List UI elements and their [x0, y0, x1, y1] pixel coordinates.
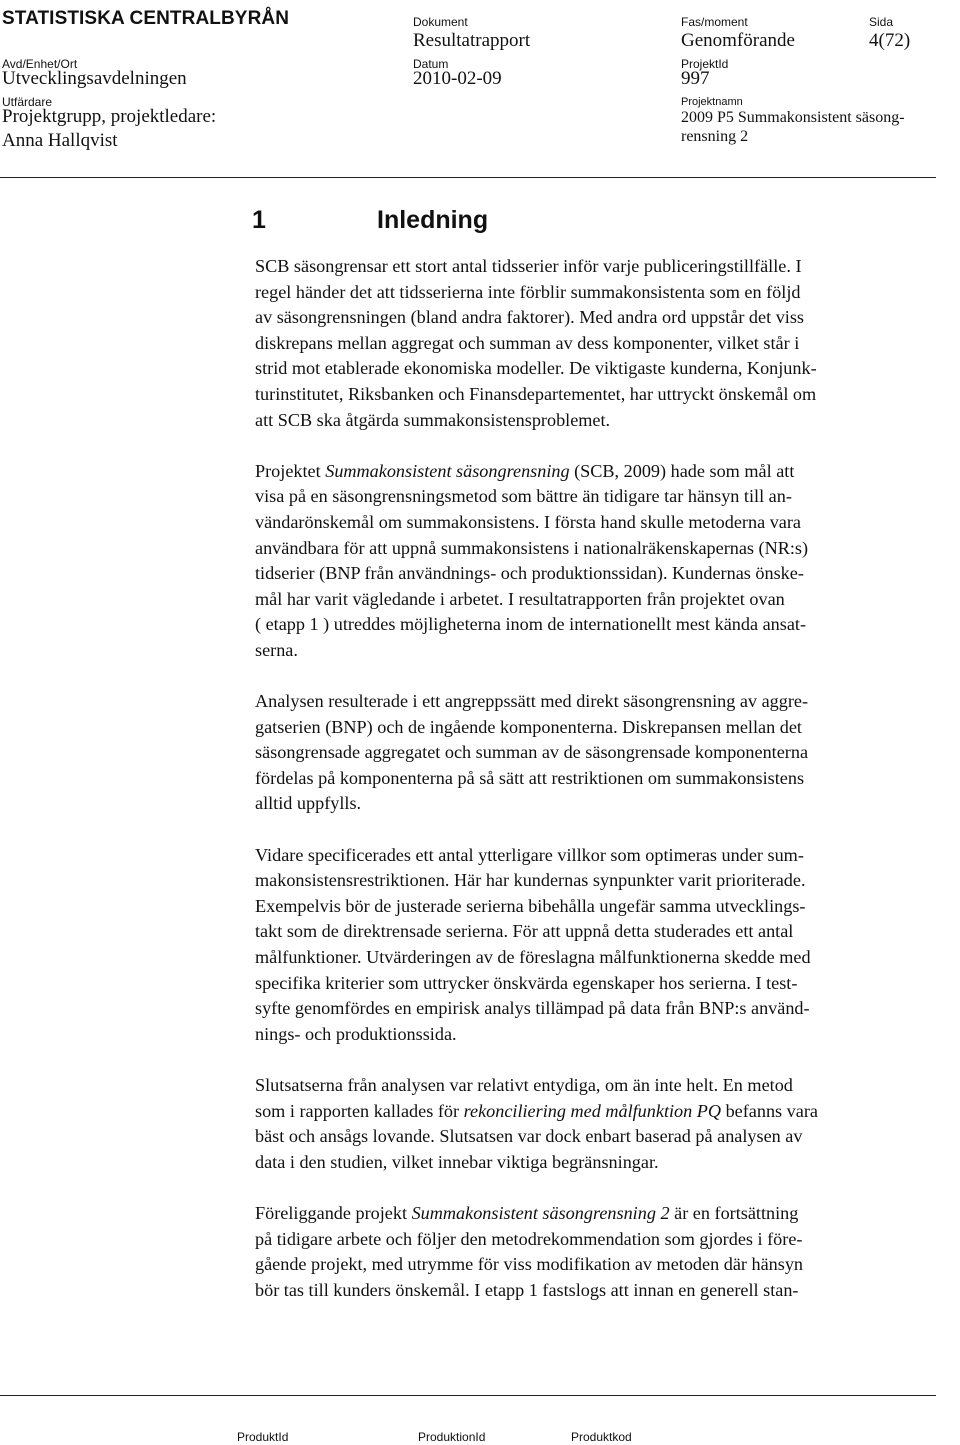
document-value: Resultatrapport	[413, 30, 531, 51]
text-line: serna.	[255, 639, 298, 660]
organization-name: STATISTISKA CENTRALBYRÅN	[2, 8, 290, 29]
text-line: som i rapporten kallades för rekonciliering med målfunktion PQ befanns vara	[255, 1100, 818, 1121]
text-line: takt som de direktrensade serierna. För att uppnå detta studerades ett antal	[255, 921, 794, 942]
text-line: regel händer det att tidsserierna inte förblir summakonsistenta som en följd	[255, 281, 801, 302]
product-code-label: Produktkod	[571, 1430, 632, 1444]
text-line: gatserien (BNP) och de ingående komponenterna. Diskrepansen mellan det	[255, 716, 802, 737]
text-line: av säsongrensningen (bland andra faktorer). Med andra ord uppstår det viss	[255, 307, 804, 328]
department-value: Utvecklingsavdelningen	[2, 68, 187, 89]
text-line: visa på en säsongrensningsmetod som bättre än tidigare tar hänsyn till an-	[255, 486, 792, 507]
project-name-line-2: rensning 2	[681, 128, 749, 145]
text-line: Slutsatserna från analysen var relativt entydiga, om än inte helt. En metod	[255, 1075, 793, 1095]
text-line: Projektet Summakonsistent säsongrensning (SCB, 2009) hade som mål att	[255, 460, 795, 481]
text-line: SCB säsongrensar ett stort antal tidsserier inför varje publiceringstillfälle. I	[255, 256, 802, 276]
text-line: säsongrensade aggregatet och summan av de säsongrensade komponenterna	[255, 742, 809, 763]
department-label: Avd/Enhet/Ort	[2, 57, 78, 71]
paragraph	[255, 843, 955, 1048]
issuer-label: Utfärdare	[2, 95, 53, 109]
italic-title: rekonciliering med målfunktion PQ	[463, 1100, 722, 1121]
phase-label: Fas/moment	[681, 15, 748, 29]
text-line: Analysen resulterade i ett angreppssätt med direkt säsongrensning av aggre-	[255, 691, 809, 712]
text-line: mål har varit vägledande i arbetet. I resultatrapporten från projektet ovan	[255, 588, 785, 609]
text-line: fördelas på komponenterna på så sätt att restriktionen om summakonsistens	[255, 767, 805, 788]
issuer-line-2: Anna Hallqvist	[2, 130, 118, 151]
text-line: ( etapp 1 ) utreddes möjligheterna inom de internationellt mest kända ansat-	[255, 614, 807, 635]
project-id-value: 997	[681, 68, 710, 89]
text-line: syfte genomfördes en empirisk analys tillämpad på data från BNP:s använd-	[255, 998, 810, 1019]
header-rule	[0, 177, 936, 178]
text-line: målfunktioner. Utvärderingen av de föreslagna målfunktionerna skedde med	[255, 947, 811, 968]
paragraph	[255, 459, 955, 664]
date-value: 2010-02-09	[413, 68, 502, 89]
production-id-label: ProduktionId	[418, 1430, 486, 1444]
text-line: data i den studien, vilket innebar viktiga begränsningar.	[255, 1151, 659, 1172]
footer-rule	[0, 1395, 936, 1396]
paragraph	[255, 689, 955, 817]
text-line: Vidare specificerades ett antal ytterligare villkor som optimeras under sum-	[255, 844, 804, 865]
date-label: Datum	[413, 57, 449, 71]
text-line: specifika kriterier som uttrycker önskvärda egenskaper hos serierna. I test-	[255, 972, 798, 993]
paragraph	[255, 254, 955, 433]
italic-title: Summakonsistent säsongrensning	[325, 460, 570, 481]
phase-value: Genomförande	[681, 30, 795, 51]
page-label: Sida	[869, 15, 894, 29]
text-line: Föreliggande projekt Summakonsistent säsongrensning 2 är en fortsättning	[255, 1202, 799, 1223]
paragraph	[255, 1073, 955, 1175]
project-name-label: Projektnamn	[681, 96, 743, 108]
text-line: gående projekt, med utrymme för viss modifikation av metoden där hänsyn	[255, 1254, 804, 1275]
body-text	[255, 254, 955, 1329]
text-line: alltid uppfylls.	[255, 793, 362, 814]
italic-title: Summakonsistent säsongrensning 2	[411, 1202, 670, 1223]
issuer-line-1: Projektgrupp, projektledare:	[2, 106, 217, 127]
text-line: användbara för att uppnå summakonsistens i nationalräkenskapernas (NR:s)	[255, 537, 809, 558]
project-id-label: ProjektId	[681, 57, 729, 71]
text-line: turinstitutet, Riksbanken och Finansdepartementet, har uttryckt önskemål om	[255, 383, 817, 404]
text-line: bäst och ansågs lovande. Slutsatsen var dock enbart baserad på analysen av	[255, 1126, 803, 1147]
document-label: Dokument	[413, 15, 468, 29]
text-line: bör tas till kunders önskemål. I etapp 1 fastslogs att innan en generell stan-	[255, 1279, 799, 1300]
text-line: Exempelvis bör de justerade serierna bibehålla ungefär samma utvecklings-	[255, 895, 806, 916]
text-line: på tidigare arbete och följer den metodrekommendation som gjordes i före-	[255, 1228, 803, 1249]
text-line: nings- och produktionssida.	[255, 1023, 457, 1044]
section-title: Inledning	[377, 206, 489, 234]
paragraph	[255, 1201, 955, 1303]
text-line: diskrepans mellan aggregat och summan av dess komponenter, vilket står i	[255, 332, 800, 353]
text-line: att SCB ska åtgärda summakonsistensproblemet.	[255, 409, 611, 430]
project-name-line-1: 2009 P5 Summakonsistent säsong-	[681, 109, 905, 126]
product-id-label: ProduktId	[237, 1430, 289, 1444]
section-number: 1	[252, 206, 266, 234]
page-value: 4(72)	[869, 30, 911, 51]
text-line: tidserier (BNP från användnings- och produktionssidan). Kundernas önske-	[255, 563, 804, 584]
text-line: makonsistensrestriktionen. Här har kundernas synpunkter varit prioriterade.	[255, 870, 806, 891]
text-line: vändarönskemål om summakonsistens. I första hand skulle metoderna vara	[255, 511, 801, 532]
text-line: strid mot etablerade ekonomiska modeller. De viktigaste kunderna, Konjunk-	[255, 358, 817, 379]
